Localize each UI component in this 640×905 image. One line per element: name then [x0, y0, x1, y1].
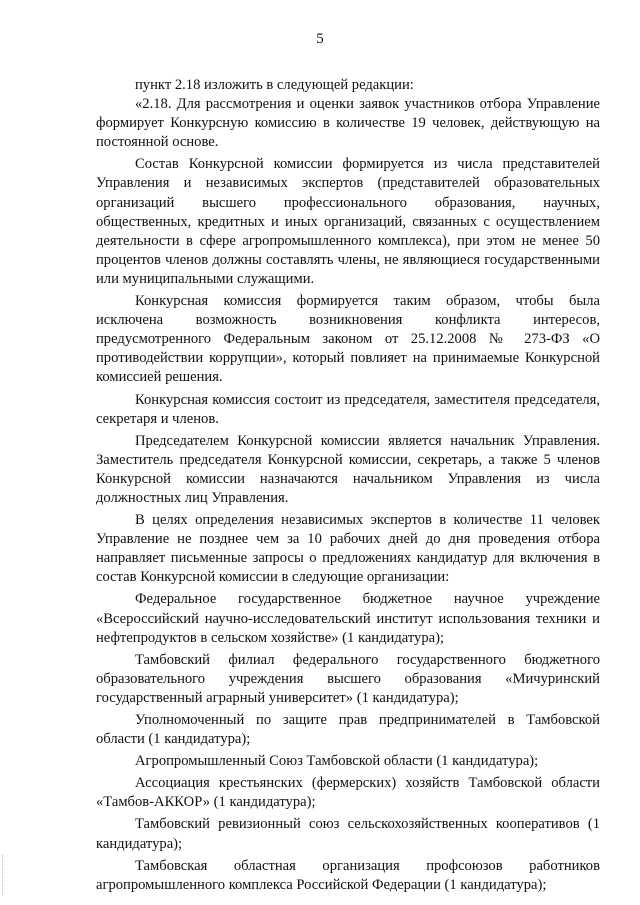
paragraph-intro: пункт 2.18 изложить в следующей редакции: — [135, 77, 414, 93]
document-body — [96, 76, 600, 898]
scan-artifact — [2, 855, 5, 895]
paragraph-structure: Конкурсная комиссия состоит из председателя, заместителя председателя, секретаря и членов. — [96, 391, 600, 427]
list-item-organization: Тамбовский ревизионный союз сельскохозяйственных кооперативов (1 кандидатура); — [96, 816, 600, 852]
list-item-organization: Тамбовская областная организация профсоюзов работников агропромышленного комплекса Российской Федерации (1 кандидатура); — [96, 857, 600, 893]
paragraph-independent-experts: В целях определения независимых экспертов в количестве 11 человек Управление не позднее чем за 10 рабочих дней до дня проведения отбора направляет письменные запросы о предложениях кандидатур для включения в состав Конкурсной комиссии в следующие организации: — [96, 512, 600, 586]
page-number: 5 — [316, 31, 324, 47]
paragraph-composition: Состав Конкурсной комиссии формируется из числа представителей Управления и независимых экспертов (представителей образовательных организаций высшего профессионального образования, научных, общественных, кредитных и иных организаций, связанных с осуществлением деятельности в сфере агропромышленного комплекса), при этом не менее 50 процентов членов должны составлять члены, не являющиеся государственными или муниципальными служащими. — [96, 156, 600, 287]
list-item-organization: Тамбовский филиал федерального государственного бюджетного образовательного учреждения высшего образования «Мичуринский государственный аграрный университет» (1 кандидатура); — [96, 651, 600, 706]
list-item-organization: Ассоциация крестьянских (фермерских) хозяйств Тамбовской области «Тамбов-АККОР» (1 кандидатура); — [96, 775, 600, 811]
list-item-organization: Агропромышленный Союз Тамбовской области (1 кандидатура); — [135, 753, 539, 770]
list-item-organization: Федеральное государственное бюджетное научное учреждение «Всероссийский научно-исследовательский институт использования техники и нефтепродуктов в сельском хозяйстве» (1 кандидатура); — [96, 591, 600, 646]
list-item-organization: Уполномоченный по защите прав предпринимателей в Тамбовской области (1 кандидатура); — [96, 712, 600, 748]
paragraph-conflict-of-interest: Конкурсная комиссия формируется таким образом, чтобы была исключена возможность возникновения конфликта интересов, предусмотренного Федеральным законом от 25.12.2008 № 273-ФЗ «О противодействии коррупции», который повлияет на принимаемые Конкурсной комиссией решения. — [96, 293, 600, 386]
paragraph-2-18: «2.18. Для рассмотрения и оценки заявок участников отбора Управление формирует Конкурсную комиссию в количестве 19 человек, действующую на постоянной основе. — [96, 96, 600, 151]
paragraph-chairman: Председателем Конкурсной комиссии является начальник Управления. Заместитель председателя Конкурсной комиссии, секретарь, а также 5 членов Конкурсной комиссии назначаются начальником Управления из числа должностных лиц Управления. — [96, 432, 600, 506]
